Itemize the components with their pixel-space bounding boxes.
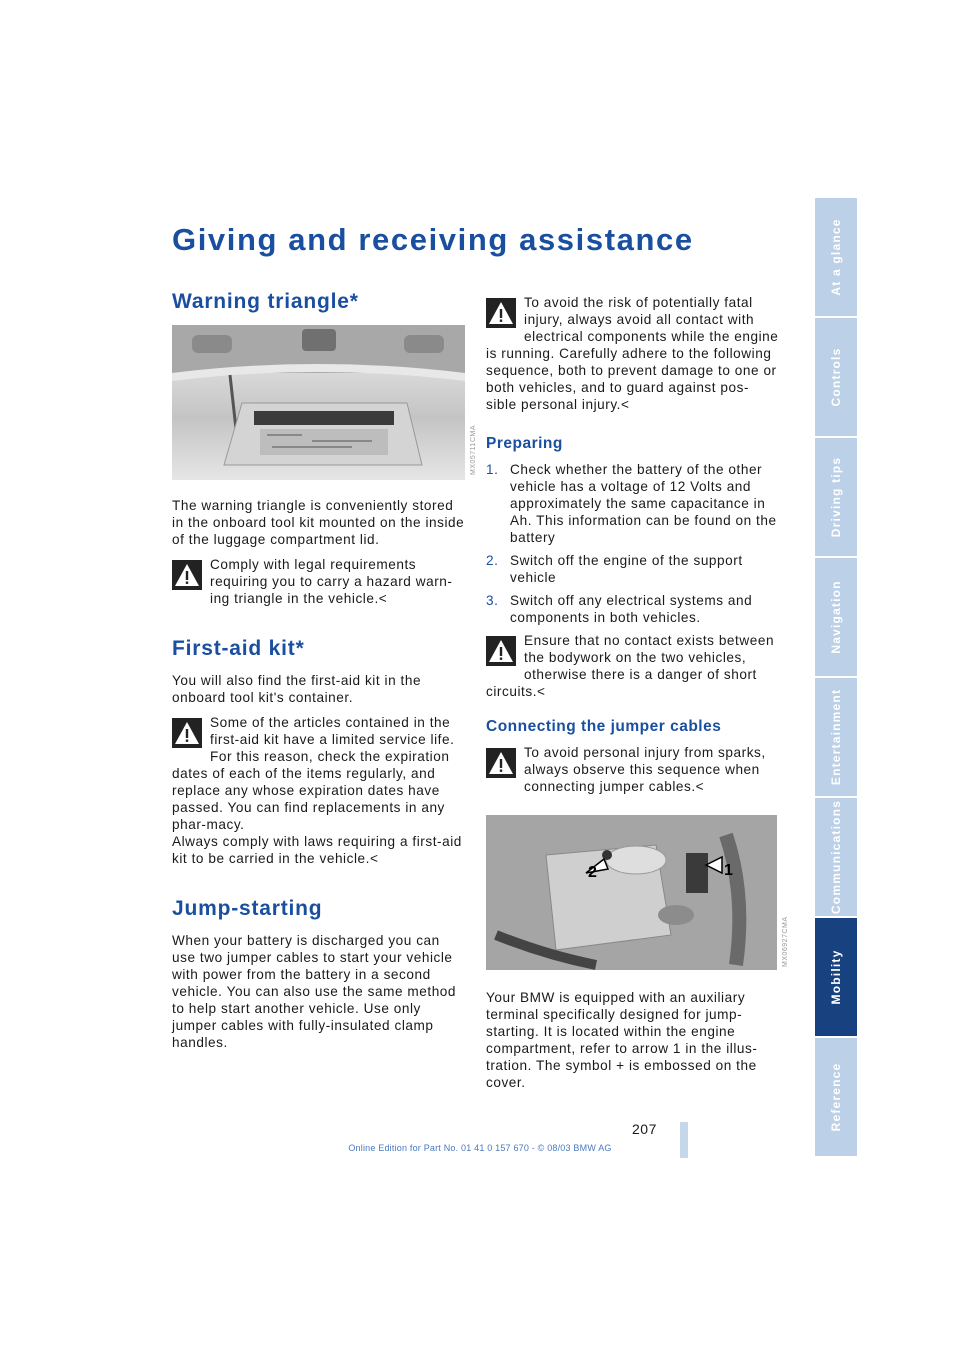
heading-first-aid-kit: First-aid kit* <box>172 637 305 660</box>
tab-navigation[interactable]: Navigation <box>815 558 857 676</box>
warning-icon <box>486 636 516 666</box>
list-item: 1. Check whether the battery of the other vehicle has a voltage of 12 Volts and approximately the same capacitance in Ah. This information can be found on the battery <box>486 462 777 545</box>
tab-communications[interactable]: Communications <box>815 798 857 916</box>
luggage-compartment-photo <box>172 325 477 480</box>
image-code: MX05711CMA <box>470 424 477 475</box>
first-aid-body: You will also find the first-aid kit in the onboard tool kit's container. <box>172 673 422 705</box>
heading-warning-triangle: Warning triangle* <box>172 290 359 313</box>
tab-reference[interactable]: Reference <box>815 1038 857 1156</box>
tab-driving-tips[interactable]: Driving tips <box>815 438 857 556</box>
warning-text: Ensure that no contact exists between the bodywork on the two vehicles, otherwise there is a danger of short circuits.< <box>486 633 775 699</box>
chapter-tabs <box>815 198 857 1158</box>
jump-starting-body: When your battery is discharged you can use two jumper cables to start your vehicle with power from the battery in a second vehicle. You can also use the same method to help start another vehicle. Use only jumper cables with fully-insulated clamp handles. <box>172 933 457 1050</box>
tab-entertainment[interactable]: Entertainment <box>815 678 857 796</box>
warning-note <box>172 556 465 607</box>
warning-note <box>486 294 779 413</box>
warning-icon <box>172 560 202 590</box>
heading-connecting-jumper-cables: Connecting the jumper cables <box>486 718 722 735</box>
warning-note <box>172 714 465 867</box>
left-column <box>172 290 477 1051</box>
warning-note <box>486 744 779 795</box>
list-item: 2. Switch off the engine of the support vehicle <box>486 553 743 585</box>
warning-text: To avoid the risk of potentially fatal injury, always avoid all contact with electrical components while the engine is running. Carefully adhere to the following sequence, both to prevent damage to one or both vehicles, and to guard against pos-sible personal injury.< <box>486 295 779 412</box>
page-number: 207 <box>632 1121 657 1137</box>
warning-text-2: Always comply with laws requiring a first-aid kit to be carried in the vehicle.< <box>172 834 462 866</box>
arrow-label-2: 2 <box>588 864 597 881</box>
footer-edition-text: Online Edition for Part No. 01 41 0 157 670 - © 08/03 BMW AG <box>348 1143 612 1153</box>
warning-icon <box>486 748 516 778</box>
luggage-compartment-illustration <box>172 325 465 480</box>
page-title: Giving and receiving assistance <box>172 222 694 257</box>
arrow-label-1: 1 <box>724 862 733 879</box>
tab-controls[interactable]: Controls <box>815 318 857 436</box>
engine-compartment-photo <box>486 815 789 970</box>
image-code: MX06927CMA <box>782 916 789 967</box>
list-item: 3. Switch off any electrical systems and components in both vehicles. <box>486 593 753 625</box>
warning-note <box>486 632 779 700</box>
auxiliary-terminal-body: Your BMW is equipped with an auxiliary terminal specifically designed for jump-starting. It is located within the engine compartment, refer to arrow 1 in the illus-tration. The symbol + is embossed on the cover. <box>486 990 758 1090</box>
engine-compartment-illustration <box>486 815 777 970</box>
warning-text: Some of the articles contained in the first-aid kit have a limited service life. For this reason, check the expiration dates of each of the items regularly, and replace any whose expiration dates have passed. You can find replacements in any phar-macy. <box>172 715 455 832</box>
tab-mobility[interactable]: Mobility <box>815 918 857 1036</box>
warning-text: Comply with legal requirements requiring you to carry a hazard warn-ing triangle in the vehicle.< <box>210 557 453 606</box>
warning-icon <box>172 718 202 748</box>
preparing-steps <box>486 461 779 626</box>
heading-preparing: Preparing <box>486 435 563 452</box>
right-column <box>486 290 789 1091</box>
heading-jump-starting: Jump-starting <box>172 897 323 920</box>
warning-text: To avoid personal injury from sparks, always observe this sequence when connecting jumper cables.< <box>524 745 766 794</box>
warning-triangle-body: The warning triangle is conveniently stored in the onboard tool kit mounted on the inside of the luggage compartment lid. <box>172 498 465 547</box>
warning-icon <box>486 298 516 328</box>
tab-at-a-glance[interactable]: At a glance <box>815 198 857 316</box>
